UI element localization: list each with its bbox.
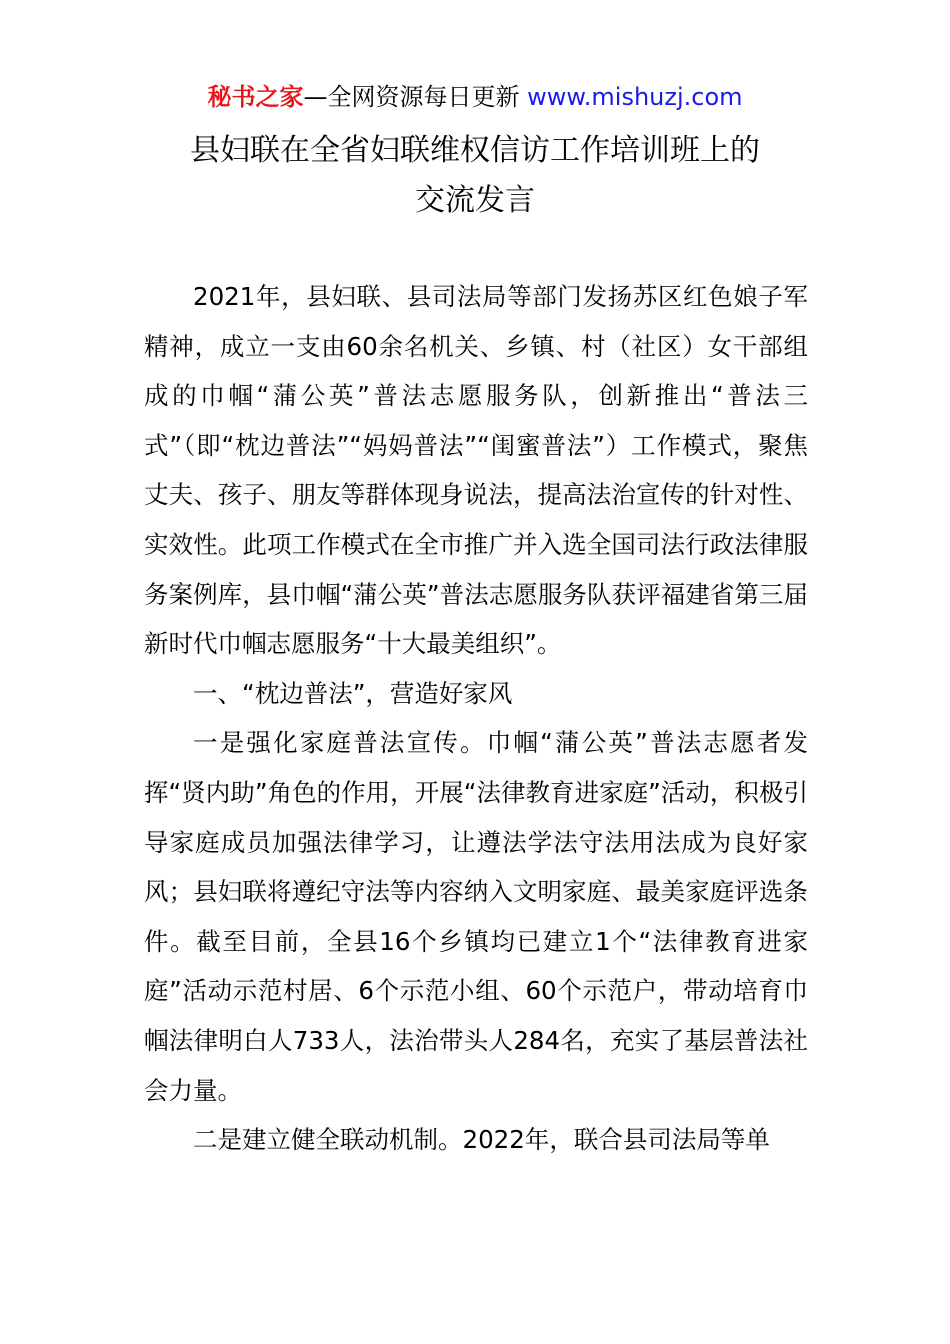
title-line-2: 交流发言 xyxy=(415,183,535,218)
title-line-1: 县妇联在全省妇联维权信访工作培训班上的 xyxy=(190,133,760,168)
paragraph-intro: 2021年，县妇联、县司法局等部门发扬苏区红色娘子军精神，成立一支由60余名机关、乡镇、村（社区）女干部组成的巾帼“蒲公英”普法志愿服务队，创新推出“普法三式”（即“枕边普法”“妈妈普法”“闺蜜普法”）工作模式，聚焦丈夫、孩子、朋友等群体现身说法，提高法治宣传的针对性、实效性。此项工作模式在全市推广并入选全国司法行政法律服务案例库，县巾帼“蒲公英”普法志愿服务队获评福建省第三届新时代巾帼志愿服务“十大最美组织”。 xyxy=(144,282,808,659)
paragraph-family-propaganda: 一是强化家庭普法宣传。巾帼“蒲公英”普法志愿者发挥“贤内助”角色的作用，开展“法律教育进家庭”活动，积极引导家庭成员加强法律学习，让遵法学法守法用法成为良好家风；县妇联将遵纪守法等内容纳入文明家庭、最美家庭评选条件。截至目前，全县16个乡镇均已建立1个“法律教育进家庭”活动示范村居、6个示范小组、60个示范户，带动培育巾帼法律明白人733人，法治带头人284名，充实了基层普法社会力量。 xyxy=(144,728,808,1105)
paragraph-linkage-mechanism: 二是建立健全联动机制。2022年，联合县司法局等单 xyxy=(193,1125,770,1155)
document-title xyxy=(0,126,950,226)
document-body xyxy=(144,272,808,1165)
site-banner xyxy=(0,80,950,114)
site-url-link[interactable]: www.mishuzj.com xyxy=(527,83,743,111)
section-heading-1: 一、“枕边普法”，营造好家风 xyxy=(193,678,513,708)
banner-tagline: —全网资源每日更新 xyxy=(303,83,520,111)
brand-name: 秘书之家 xyxy=(207,83,304,111)
